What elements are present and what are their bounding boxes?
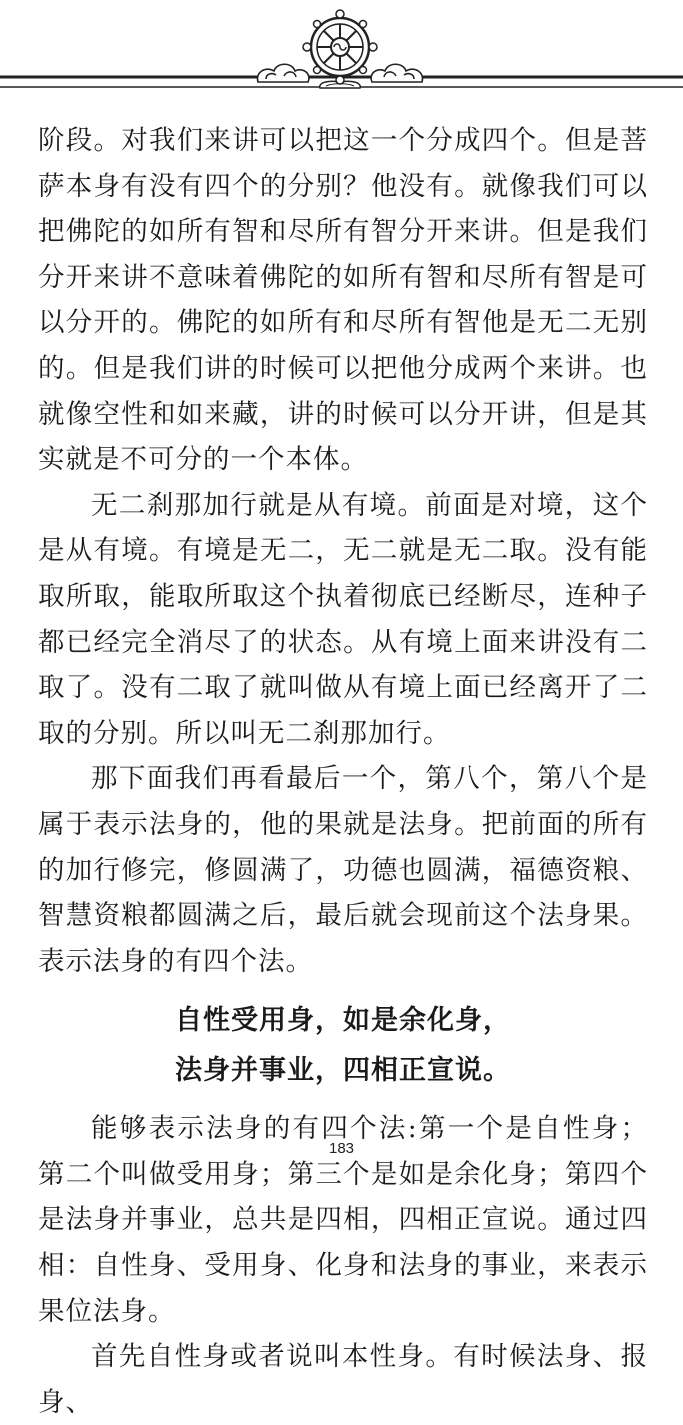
paragraph: 那下面我们再看最后一个，第八个，第八个是属于表示法身的，他的果就是法身。把前面的所有的加行修完，修圆满了，功德也圆满，福德资粮、智慧资粮都圆满之后，最后就会现前这个法身果。表示法身的有四个法。 — [38, 763, 648, 977]
page-header — [0, 0, 683, 110]
paragraph: 阶段。对我们来讲可以把这一个分成四个。但是菩萨本身有没有四个的分别？他没有。就像我们可以把佛陀的如所有智和尽所有智分开来讲。但是我们分开来讲不意味着佛陀的如所有智和尽所有智是可以分开的。佛陀的如所有和尽所有智他是无二无别的。但是我们讲的时候可以把他分成两个来讲。也就像空性和如来藏，讲的时候可以分开讲，但是其实就是不可分的一个本体。 — [38, 125, 648, 476]
paragraph: 无二刹那加行就是从有境。前面是对境，这个是从有境。有境是无二，无二就是无二取。没有能取所取，能取所取这个执着彻底已经断尽，连种子都已经完全消尽了的状态。从有境上面来讲没有二取了。没有二取了就叫做从有境上面已经离开了二取的分别。所以叫无二刹那加行。 — [38, 489, 648, 749]
cloud-ornament-icon — [257, 64, 308, 82]
body-text — [38, 118, 648, 1425]
header-ornament — [0, 0, 683, 110]
cloud-ornament-icon — [371, 64, 422, 82]
paragraph: 首先自性身或者说叫本性身。有时候法身、报身、 — [38, 1341, 648, 1418]
verse-block — [38, 998, 648, 1094]
paragraph: 能够表示法身的有四个法:第一个是自性身；第二个叫做受用身；第三个是如是余化身；第四个是法身并事业，总共是四相，四相正宣说。通过四相：自性身、受用身、化身和法身的事业，来表示果位法身。 — [38, 1113, 648, 1327]
verse-line: 法身并事业，四相正宣说。 — [175, 1055, 511, 1087]
verse-line: 自性受用身，如是余化身， — [175, 1005, 511, 1037]
page-number: 183 — [328, 1140, 355, 1157]
